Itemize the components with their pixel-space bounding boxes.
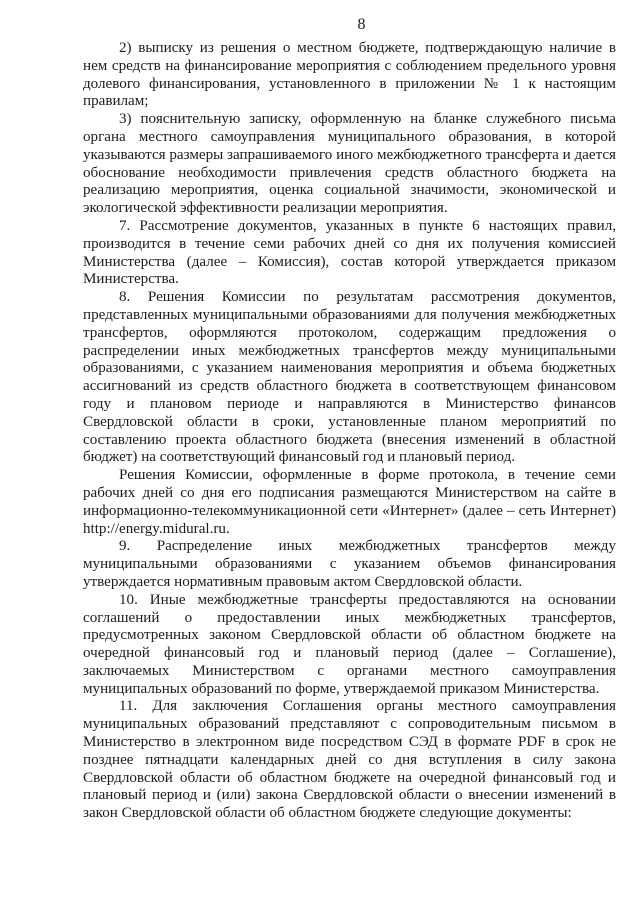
paragraph-clause-11: 11. Для заключения Соглашения органы местного самоуправления муниципальных образований представляют с сопроводительным письмом в Министерство в электронном виде посредством СЭД в формате PDF в срок не позднее пятнадцати календарных дней со дня вступления в силу закона Свердловской области об областном бюджете на очередной финансовый год и плановый период и (или) закона Свердловской области о внесении изменений в закон Свердловской области об областном бюджете следующие документы: (83, 698, 616, 822)
paragraph-clause-10: 10. Иные межбюджетные трансферты предоставляются на основании соглашений о предоставлении иных межбюджетных трансфертов, предусмотренных законом Свердловской области об областном бюджете на очередной финансовый год и плановый период (далее – Соглашение), заключаемых Министерством с органами местного самоуправления муниципальных образований по форме, утверждаемой приказом Министерства. (83, 591, 616, 697)
document-body (83, 40, 616, 823)
page-number: 8 (357, 16, 366, 33)
paragraph-clause-7: 7. Рассмотрение документов, указанных в пункте 6 настоящих правил, производится в течение семи рабочих дней со дня их получения комиссией Министерства (далее – Комиссия), состав которой утверждается приказом Министерства. (83, 217, 616, 288)
paragraph-clause-9: 9. Распределение иных межбюджетных трансфертов между муниципальными образованиями с указанием объемов финансирования утверждается нормативным правовым актом Свердловской области. (83, 538, 616, 590)
paragraph-clause-8-protocol: Решения Комиссии, оформленные в форме протокола, в течение семи рабочих дней со дня его подписания размещаются Министерством на сайте в информационно-телекоммуникационной сети «Интернет» (далее – сеть Интернет) http://energy.midural.ru. (83, 467, 616, 537)
paragraph-item-2-budget-extract: 2) выписку из решения о местном бюджете, подтверждающую наличие в нем средств на финансирование мероприятия с соблюдением предельного уровня долевого финансирования, установленного в приложении № 1 к настоящим правилам; (83, 40, 616, 110)
paragraph-clause-8: 8. Решения Комиссии по результатам рассмотрения документов, представленных муниципальными образованиями для получения межбюджетных трансфертов, оформляются протоколом, содержащим предложения о распределении иных межбюджетных трансфертов между муниципальными образованиями, с указанием наименования мероприятия и объема бюджетных ассигнований из средств областного бюджета в соответствующем финансовом году и плановом периоде и направляются в Министерство финансов Свердловской области в сроки, установленные планом мероприятий по составлению проекта областного бюджета (внесения изменений в областной бюджет) на соответствующий финансовый год и плановый период. (83, 289, 616, 466)
paragraph-item-3-explanatory-note: 3) пояснительную записку, оформленную на бланке служебного письма органа местного самоуправления муниципального образования, в которой указываются размеры запрашиваемого иного межбюджетного трансферта и дается обоснование необходимости привлечения средств областного бюджета на реализацию мероприятия, оценка социальной значимости, экономической и экологической эффективности реализации мероприятия. (83, 111, 616, 217)
